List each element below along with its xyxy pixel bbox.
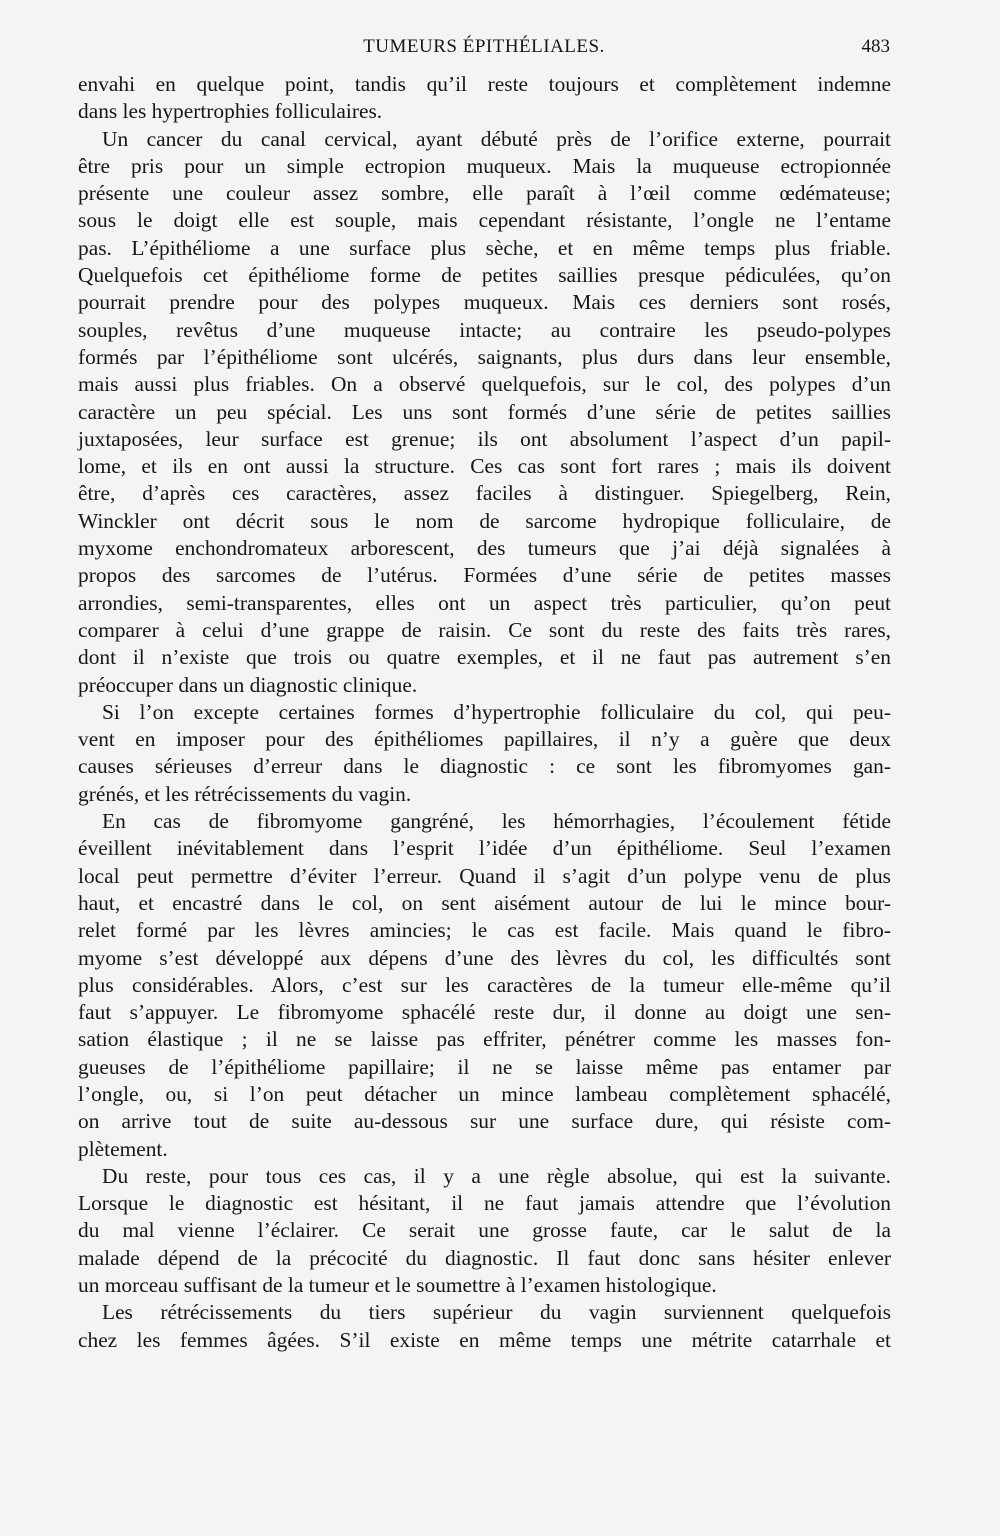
text-line: lome, et ils en ont aussi la structure. Ces cas sont fort rares ; mais ils doivent <box>78 454 891 479</box>
text-line: malade dépend de la précocité du diagnostic. Il faut donc sans hésiter enlever <box>78 1245 891 1270</box>
text-line: faut s’appuyer. Le fibromyome sphacélé reste dur, il donne au doigt une sen- <box>78 1000 891 1025</box>
text-line: l’ongle, ou, si l’on peut détacher un mince lambeau complètement sphacélé, <box>78 1081 891 1106</box>
text-line: En cas de fibromyome gangréné, les hémorrhagies, l’écoulement fétide <box>102 809 891 834</box>
text-line: vent en imposer pour des épithéliomes papillaires, il n’y a guère que deux <box>78 727 891 752</box>
text-line: mais aussi plus friables. On a observé quelquefois, sur le col, des polypes d’un <box>78 372 891 397</box>
text-line: propos des sarcomes de l’utérus. Formées d’une série de petites masses <box>78 563 891 588</box>
text-line: causes sérieuses d’erreur dans le diagnostic : ce sont les fibromyomes gan- <box>78 754 891 779</box>
text-line: plètement. <box>78 1136 168 1161</box>
page-header <box>78 36 890 64</box>
text-line: Si l’on excepte certaines formes d’hypertrophie folliculaire du col, qui peu- <box>102 699 891 724</box>
text-line: caractère un peu spécial. Les uns sont formés d’une série de petites saillies <box>78 399 891 424</box>
text-line: éveillent inévitablement dans l’esprit l’idée d’un épithéliome. Seul l’examen <box>78 836 891 861</box>
text-line: envahi en quelque point, tandis qu’il reste toujours et complètement indemne <box>78 72 891 96</box>
running-title: TUMEURS ÉPITHÉLIALES. <box>363 36 605 57</box>
text-line: grénés, et les rétrécissements du vagin. <box>78 781 412 806</box>
text-line: sation élastique ; il ne se laisse pas effriter, pénétrer comme les masses fon- <box>78 1027 891 1052</box>
text-line: myxome enchondromateux arborescent, des tumeurs que j’ai déjà signalées à <box>78 536 891 561</box>
text-line: du mal vienne l’éclairer. Ce serait une grosse faute, car le salut de la <box>78 1218 891 1243</box>
text-line: on arrive tout de suite au-dessous sur une surface dure, qui résiste com- <box>78 1109 891 1134</box>
text-line: présente une couleur assez sombre, elle paraît à l’œil comme œdémateuse; <box>78 181 891 206</box>
text-line: Les rétrécissements du tiers supérieur du vagin surviennent quelquefois <box>102 1300 891 1325</box>
text-line: formés par l’épithéliome sont ulcérés, saignants, plus durs dans leur ensemble, <box>78 344 891 369</box>
text-line: myome s’est développé aux dépens d’une des lèvres du col, les difficultés sont <box>78 945 891 970</box>
text-line: Un cancer du canal cervical, ayant débuté près de l’orifice externe, pourrait <box>102 126 891 151</box>
text-line: comparer à celui d’une grappe de raisin. Ce sont du reste des faits très rares, <box>78 617 891 642</box>
body-text <box>78 71 891 1354</box>
text-line: plus considérables. Alors, c’est sur les caractères de la tumeur elle-même qu’il <box>78 972 891 997</box>
text-line: Winckler ont décrit sous le nom de sarcome hydropique folliculaire, de <box>78 508 891 533</box>
text-line: préoccuper dans un diagnostic clinique. <box>78 672 418 697</box>
text-line: juxtaposées, leur surface est grenue; ils ont absolument l’aspect d’un papil- <box>78 426 891 451</box>
text-line: dont il n’existe que trois ou quatre exemples, et il ne faut pas autrement s’en <box>78 645 891 670</box>
text-line: local peut permettre d’éviter l’erreur. Quand il s’agit d’un polype venu de plus <box>78 863 891 888</box>
text-line: haut, et encastré dans le col, on sent aisément autour de lui le mince bour- <box>78 890 891 915</box>
text-line: sous le doigt elle est souple, mais cependant résistante, l’ongle ne l’entame <box>78 208 891 233</box>
text-line: dans les hypertrophies folliculaires. <box>78 99 383 124</box>
text-line: Du reste, pour tous ces cas, il y a une règle absolue, qui est la suivante. <box>102 1163 891 1188</box>
text-line: Lorsque le diagnostic est hésitant, il ne faut jamais attendre que l’évolution <box>78 1191 891 1216</box>
text-line: gueuses de l’épithéliome papillaire; il ne se laisse même pas entamer par <box>78 1054 891 1079</box>
text-line: arrondies, semi-transparentes, elles ont un aspect très particulier, qu’on peut <box>78 590 891 615</box>
text-line: souples, revêtus d’une muqueuse intacte; au contraire les pseudo-polypes <box>78 317 891 342</box>
text-line: Quelquefois cet épithéliome forme de petites saillies presque pédiculées, qu’on <box>78 263 891 288</box>
text-line: pas. L’épithéliome a une surface plus sèche, et en même temps plus friable. <box>78 235 891 260</box>
text-line: un morceau suffisant de la tumeur et le soumettre à l’examen histologique. <box>78 1273 717 1298</box>
text-line: être pris pour un simple ectropion muqueux. Mais la muqueuse ectropionnée <box>78 153 891 178</box>
page-number: 483 <box>861 36 890 57</box>
text-line: être, d’après ces caractères, assez faciles à distinguer. Spiegelberg, Rein, <box>78 481 891 506</box>
text-line: relet formé par les lèvres amincies; le cas est facile. Mais quand le fibro- <box>78 918 891 943</box>
text-line: chez les femmes âgées. S’il existe en même temps une métrite catarrhale et <box>78 1327 891 1352</box>
text-line: pourrait prendre pour des polypes muqueux. Mais ces derniers sont rosés, <box>78 290 891 315</box>
